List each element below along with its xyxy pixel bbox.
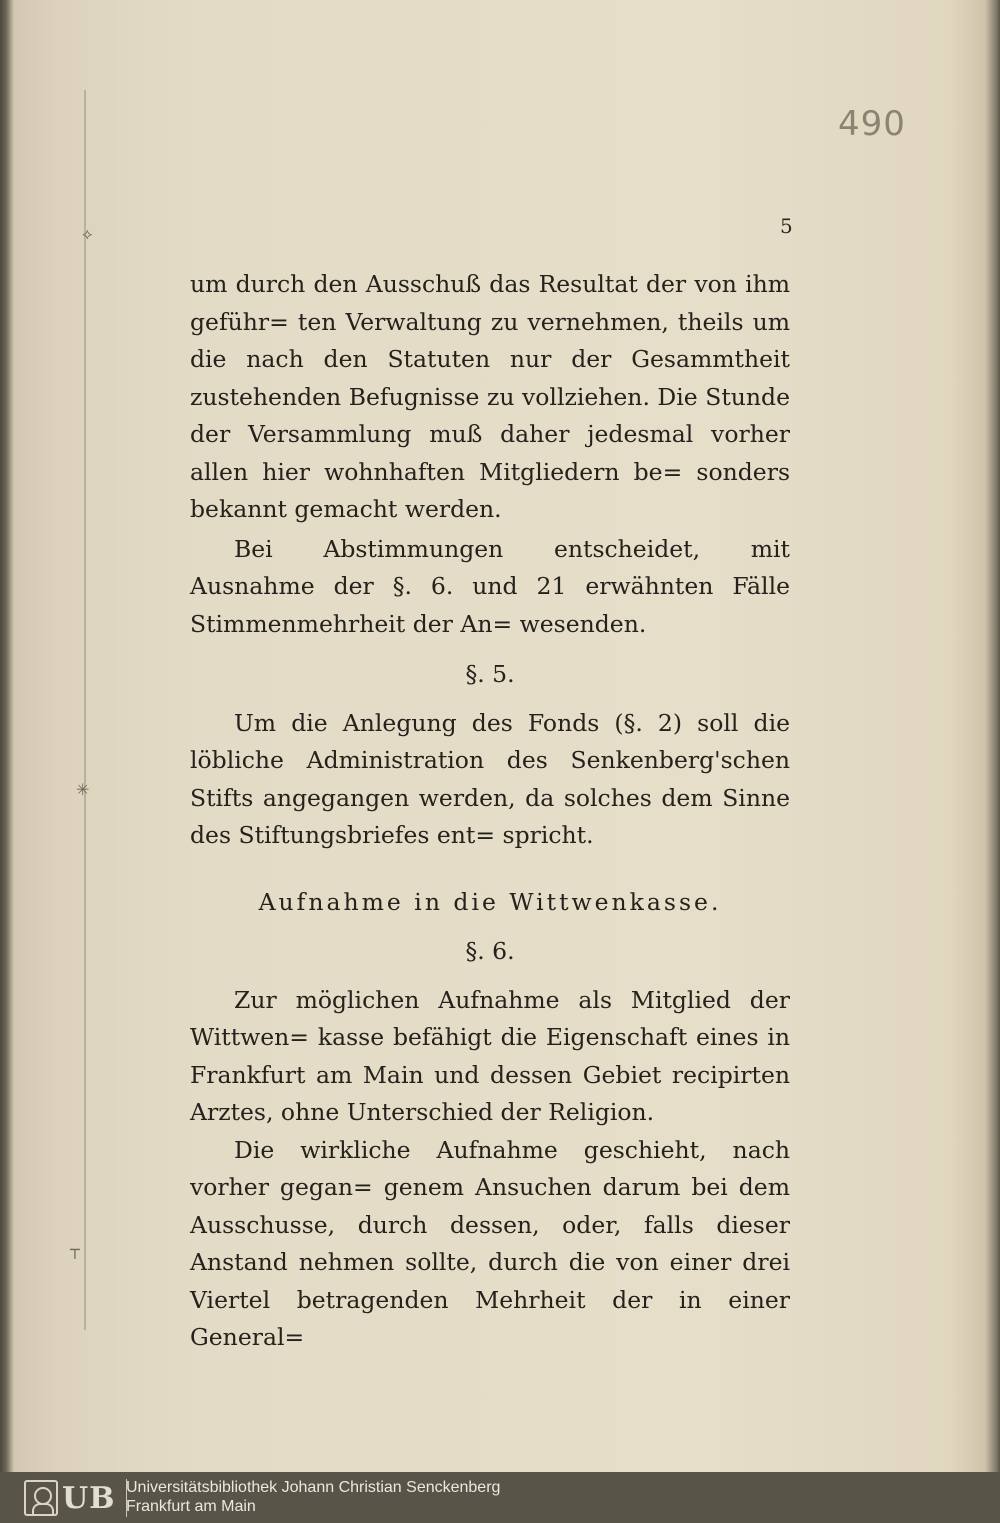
library-logo[interactable] [24, 1480, 127, 1516]
page-fold [84, 90, 86, 1330]
body-text [190, 266, 790, 1357]
paragraph: Zur möglichen Aufnahme als Mitglied der Wittwen= kasse befähigt die Eigenschaft eines in Frankfurt am Main und dessen Gebiet recipirten Arztes, ohne Unterschied der Religion. [190, 985, 790, 1126]
library-name-line1: Universitätsbibliothek Johann Christian Senckenberg [126, 1479, 501, 1496]
paragraph: Die wirkliche Aufnahme geschieht, nach vorher gegan= genem Ansuchen darum bei dem Ausschusse, durch dessen, oder, falls dieser Anstand nehmen sollte, durch die von einer drei Viertel betragenden Mehrheit der in einer General= [190, 1135, 790, 1351]
library-name-line2: Frankfurt am Main [126, 1498, 256, 1515]
subheading: Aufnahme in die Wittwenkasse. [258, 887, 722, 916]
page-number: 5 [780, 214, 793, 238]
paragraph: um durch den Ausschuß das Resultat der von ihm geführ= ten Verwaltung zu vernehmen, theils um die nach den Statuten nur der Gesammtheit zustehenden Befugnisse zu vollziehen. Die Stunde der Versammlung muß daher jedesmal vorher allen hier wohnhaften Mitgliedern be= sonders bekannt gemacht werden. [190, 270, 790, 523]
margin-mark: ⟡ [82, 224, 93, 243]
margin-mark: ✳ [76, 780, 90, 799]
section-heading: §. 6. [465, 937, 515, 965]
senckenberg-emblem-icon [24, 1480, 58, 1516]
handwritten-number: 490 [838, 104, 906, 144]
margin-mark: ┬ [70, 1240, 80, 1259]
section-heading: §. 5. [465, 660, 515, 688]
paragraph: Um die Anlegung des Fonds (§. 2) soll die löbliche Administration des Senkenberg'schen Stifts angegangen werden, da solches dem Sinne des Stiftungsbriefes ent= spricht. [190, 708, 790, 849]
library-footer [0, 1472, 1000, 1523]
paragraph: Bei Abstimmungen entscheidet, mit Ausnahme der §. 6. und 21 erwähnten Fälle Stimmenmehrheit der An= wesenden. [190, 534, 790, 638]
logo-text: UB [62, 1480, 116, 1516]
library-name [126, 1478, 500, 1516]
